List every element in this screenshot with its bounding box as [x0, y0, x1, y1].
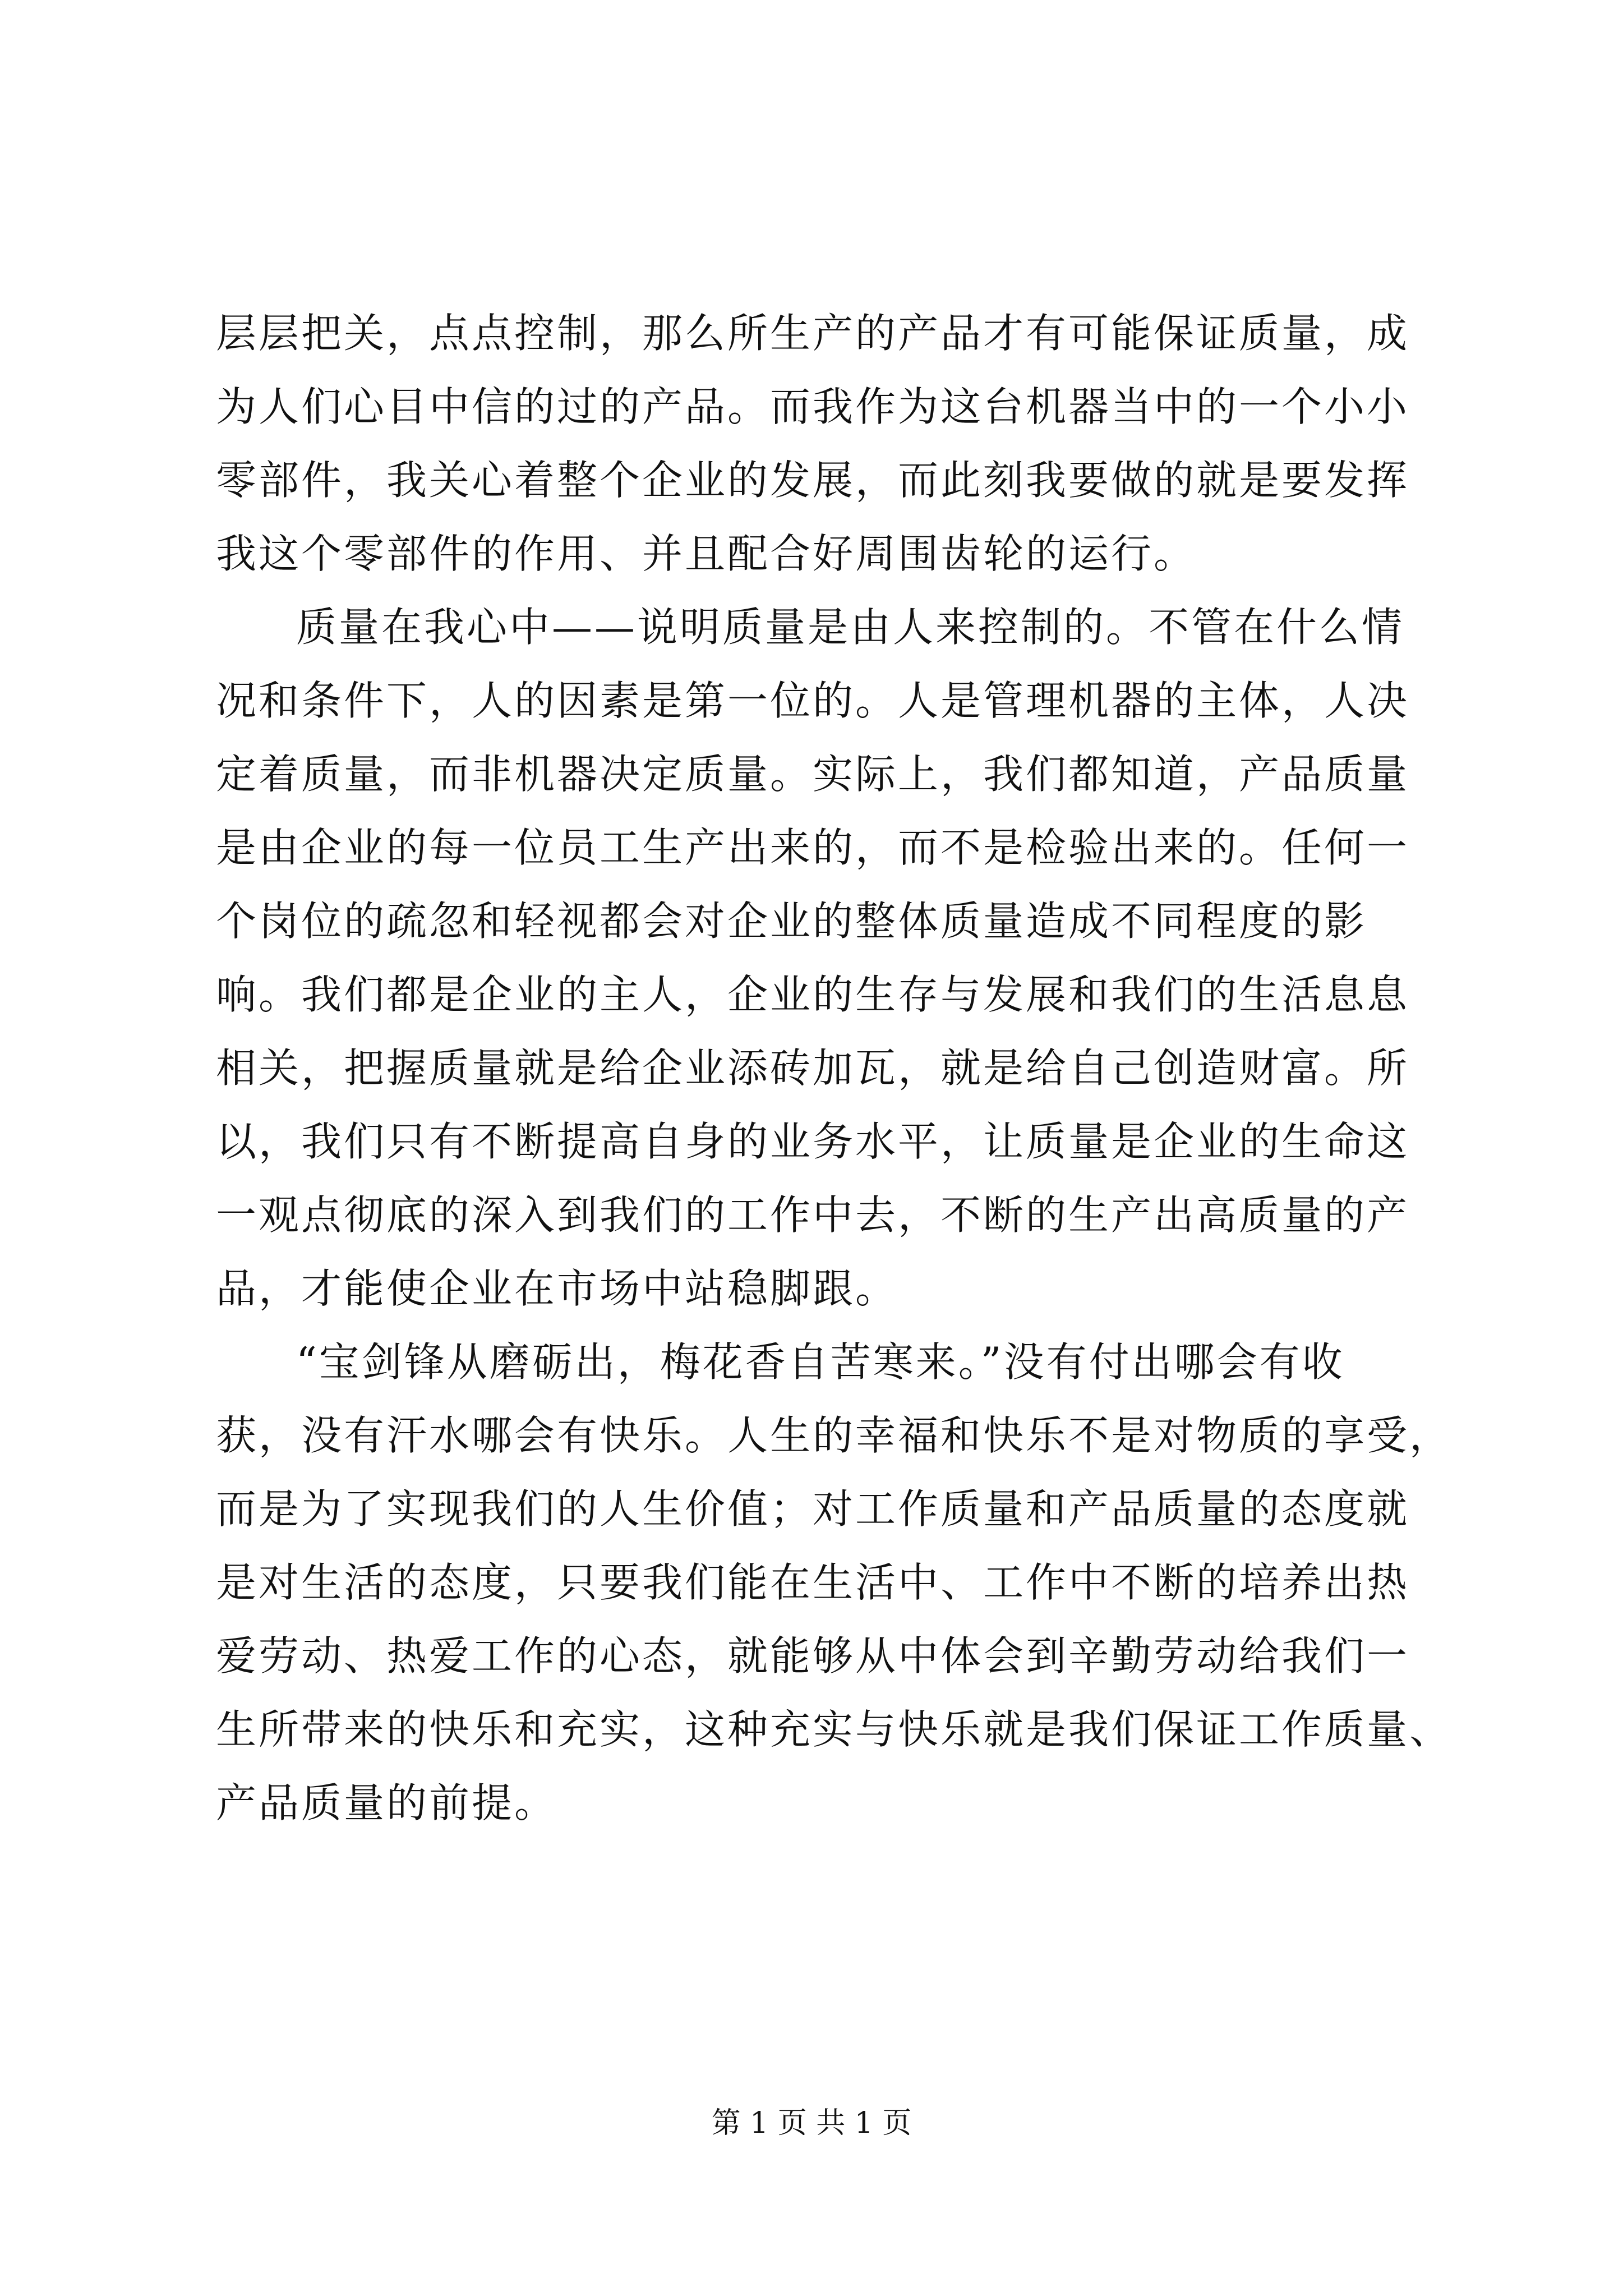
text-line: 况和条件下，人的因素是第一位的。人是管理机器的主体，人决 — [216, 677, 1410, 724]
text-line: 以，我们只有不断提高自身的业务水平，让质量是企业的生命这 — [216, 1118, 1410, 1165]
text-line: 是对生活的态度，只要我们能在生活中、工作中不断的培养出热 — [216, 1559, 1410, 1606]
text-line: 而是为了实现我们的人生价值；对工作质量和产品质量的态度就 — [216, 1485, 1410, 1533]
paragraph-start-line: “宝剑锋从磨砺出，梅花香自苦寒来。”没有付出哪会有收 — [296, 1338, 1345, 1386]
text-line: 定着质量，而非机器决定质量。实际上，我们都知道，产品质量 — [216, 751, 1410, 798]
text-line: 爱劳动、热爱工作的心态，就能够从中体会到辛勤劳动给我们一 — [216, 1632, 1410, 1680]
text-line: 品，才能使企业在市场中站稳脚跟。 — [216, 1265, 898, 1312]
text-line: 我这个零部件的作用、并且配合好周围齿轮的运行。 — [216, 530, 1197, 577]
text-line: 产品质量的前提。 — [216, 1779, 557, 1826]
text-line: 相关，把握质量就是给企业添砖加瓦，就是给自己创造财富。所 — [216, 1045, 1410, 1092]
paragraph-start-line: 质量在我心中——说明质量是由人来控制的。不管在什么情 — [296, 604, 1405, 651]
text-line: 个岗位的疏忽和轻视都会对企业的整体质量造成不同程度的影 — [216, 898, 1367, 945]
text-line: 层层把关，点点控制，那么所生产的产品才有可能保证质量，成 — [216, 310, 1410, 357]
text-line: 获，没有汗水哪会有快乐。人生的幸福和快乐不是对物质的享受， — [216, 1412, 1453, 1459]
text-line: 响。我们都是企业的主人，企业的生存与发展和我们的生活息息 — [216, 971, 1410, 1018]
page-footer: 第 1 页 共 1 页 — [711, 2106, 912, 2140]
text-line: 是由企业的每一位员工生产出来的，而不是检验出来的。任何一 — [216, 824, 1410, 871]
text-line: 零部件，我关心着整个企业的发展，而此刻我要做的就是要发挥 — [216, 457, 1410, 504]
text-line: 生所带来的快乐和充实，这种充实与快乐就是我们保证工作质量、 — [216, 1706, 1453, 1753]
text-line: 为人们心目中信的过的产品。而我作为这台机器当中的一个小小 — [216, 383, 1410, 430]
text-line: 一观点彻底的深入到我们的工作中去，不断的生产出高质量的产 — [216, 1191, 1410, 1239]
